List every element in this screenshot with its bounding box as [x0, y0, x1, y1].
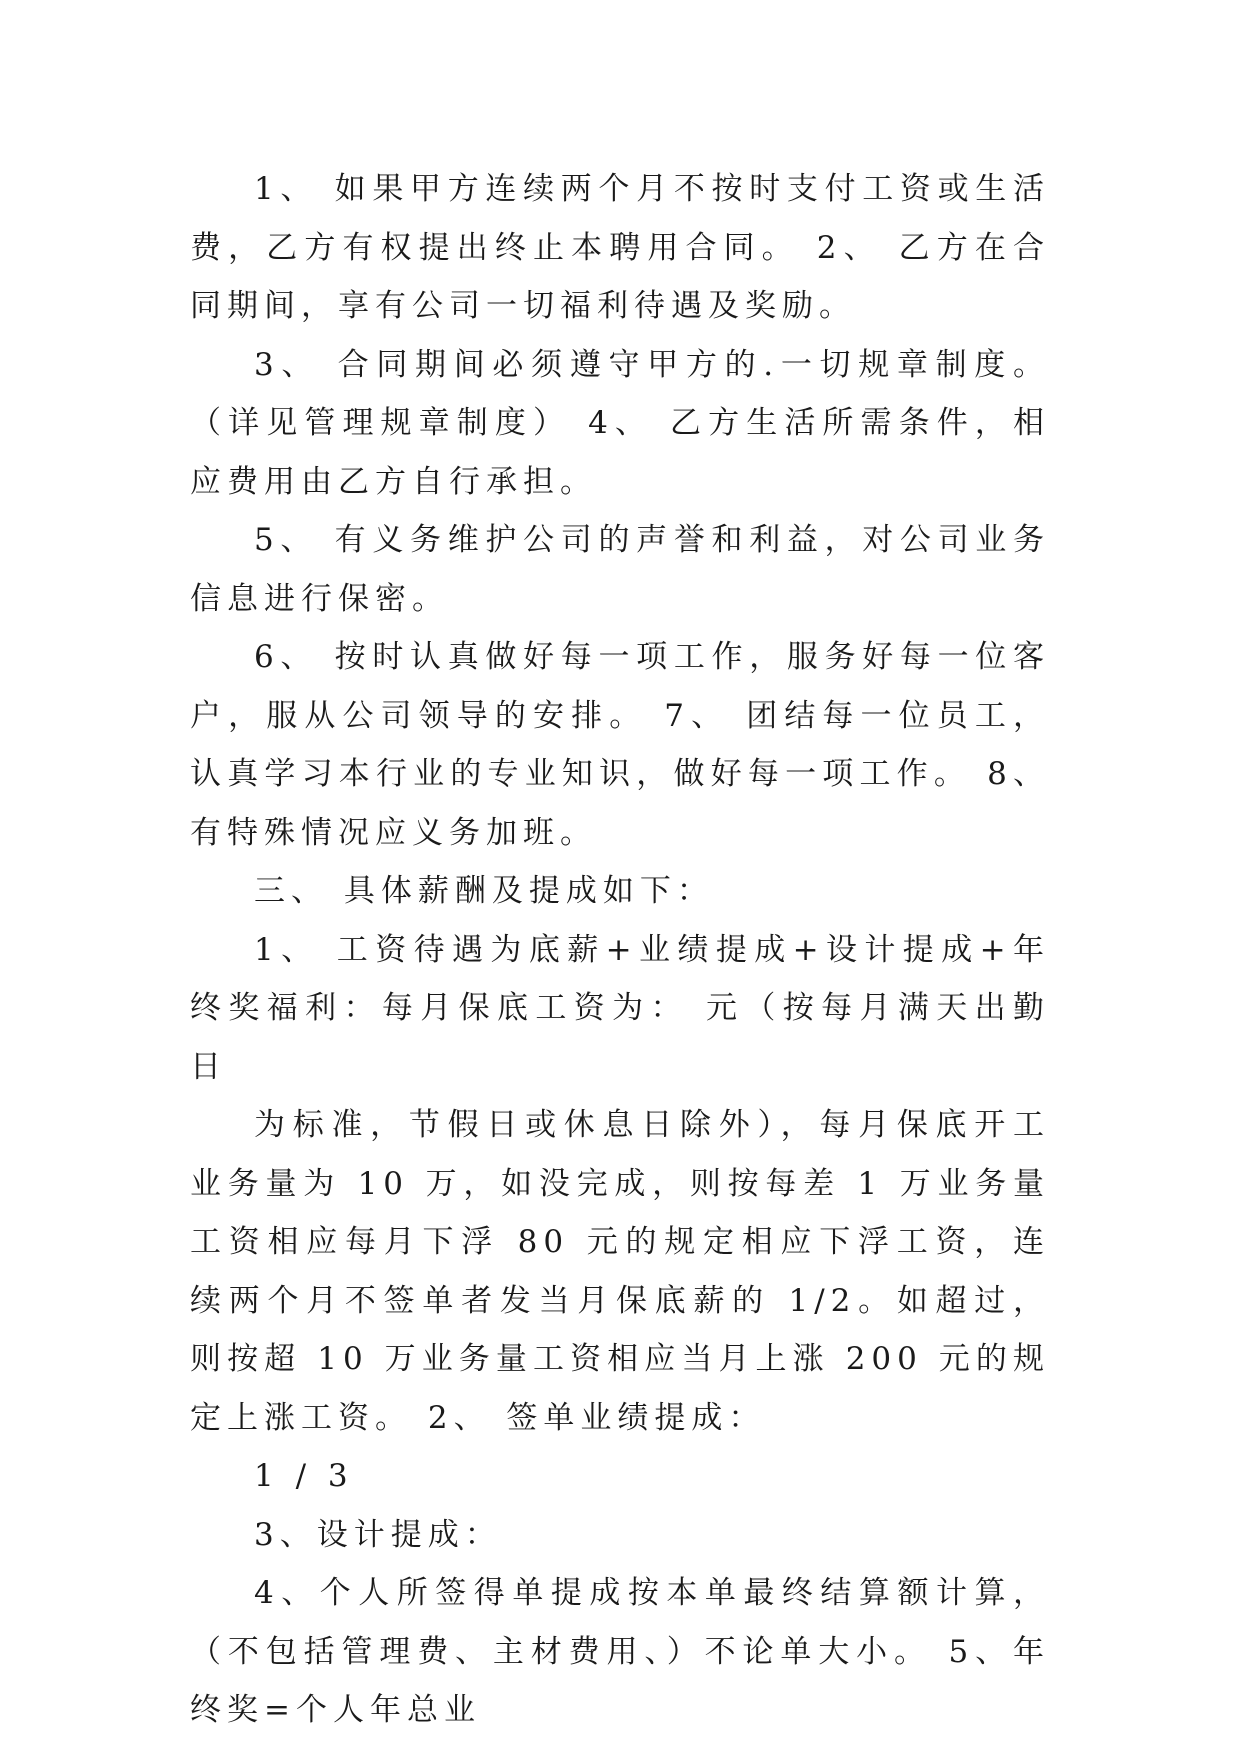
paragraph-terms-1-2: 1、 如果甲方连续两个月不按时支付工资或生活费，乙方有权提出终止本聘用合同。 2、 乙方在合同期间，享有公司一切福利待遇及奖励。	[190, 171, 1050, 324]
paragraph-salary-standard: 为标准，节假日或休息日除外），每月保底开工业务量为 10 万，如没完成，则按每差 1 万业务量工资相应每月下浮 80 元的规定相应下浮工资，连续两个月不签单者发当月保底薪的 1/2。如超过，则按超 10 万业务量工资相应当月上涨 200 元的规定上涨工资。 2、 签单业绩提成：	[190, 1107, 1050, 1436]
paragraph-term-5: 5、 有义务维护公司的声誉和利益，对公司业务信息进行保密。	[190, 522, 1050, 617]
paragraph-terms-6-8: 6、 按时认真做好每一项工作，服务好每一位客户，服从公司领导的安排。 7、 团结每一位员工，认真学习本行业的专业知识，做好每一项工作。 8、 有特殊情况应义务加班。	[190, 639, 1050, 851]
paragraph-personal-commission: 4、个人所签得单提成按本单最终结算额计算，（不包括管理费、主材费用、）不论单大小。 5、年终奖=个人年总业	[190, 1575, 1050, 1728]
document-body	[190, 160, 1050, 1740]
paragraph-salary-1: 1、 工资待遇为底薪+业绩提成+设计提成+年终奖福利：每月保底工资为： 元（按每月满天出勤日	[190, 931, 1050, 1085]
page-number: 1 / 3	[254, 1458, 354, 1494]
section-heading-salary: 三、 具体薪酬及提成如下：	[254, 873, 714, 909]
paragraph-design-commission: 3、设计提成：	[254, 1516, 502, 1553]
paragraph-terms-3-4: 3、 合同期间必须遵守甲方的.一切规章制度。（详见管理规章制度） 4、 乙方生活所需条件，相应费用由乙方自行承担。	[190, 346, 1050, 500]
